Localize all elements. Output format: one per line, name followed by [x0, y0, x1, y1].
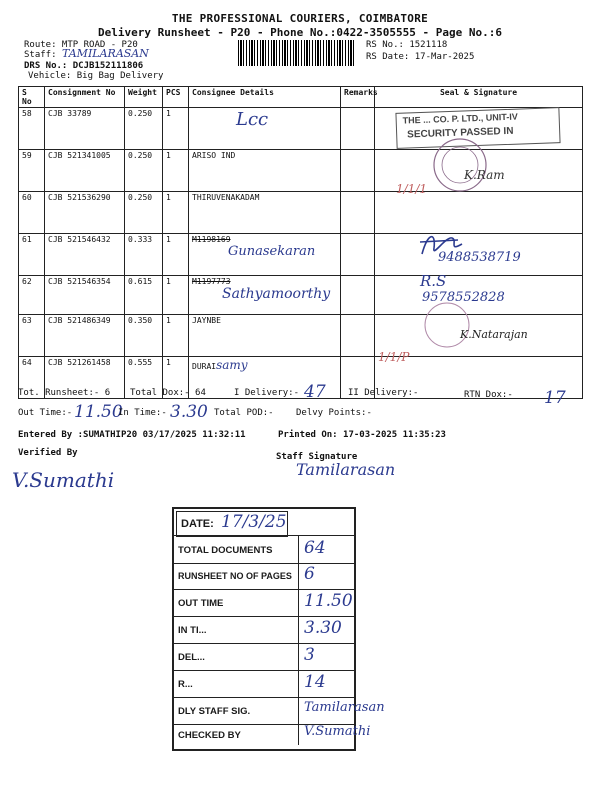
- cell-pcs: 1: [163, 150, 189, 192]
- i-delivery-label: I Delivery:-: [234, 388, 300, 398]
- ii-delivery-label: II Delivery:-: [348, 388, 419, 398]
- signature-k: K.Ram: [464, 168, 505, 182]
- stamp-line2: SECURITY PASSED IN: [407, 125, 514, 141]
- stamp-row-label: TOTAL DOCUMENTS: [178, 545, 273, 556]
- cell-seal: [375, 192, 583, 234]
- stamp-row: [174, 643, 354, 671]
- cell-consignment: CJB 521536290: [45, 192, 125, 234]
- cell-remarks: [341, 150, 375, 192]
- total-dox: Total Dox:- 64: [130, 388, 206, 398]
- cell-consignment: CJB 521341005: [45, 150, 125, 192]
- cell-weight: 0.250: [125, 150, 163, 192]
- stamp-row-label: OUT TIME: [178, 598, 224, 609]
- cell-sno: 59: [19, 150, 45, 192]
- out-time-label: Out Time:-: [18, 408, 73, 418]
- rtn-dox-value: 17: [544, 388, 566, 408]
- rtn-dox-label: RTN Dox:-: [464, 390, 513, 400]
- cell-sno: 61: [19, 234, 45, 276]
- stamp-date-value: 17/3/25: [221, 512, 287, 532]
- entered-by: Entered By :SUMATHIP20 03/17/2025 11:32:11: [18, 430, 246, 440]
- company-title: THE PROFESSIONAL COURIERS, COIMBATORE: [171, 12, 429, 25]
- cell-weight: 0.350: [125, 315, 163, 357]
- cell-remarks: [341, 315, 375, 357]
- staff-signature: Tamilarasan: [296, 460, 396, 479]
- tot-runsheet: Tot. Runsheet:- 6: [18, 388, 111, 398]
- staff-handwritten: TAMILARASAN: [62, 47, 149, 60]
- cell-sno: 58: [19, 108, 45, 150]
- col-pcs: PCS: [163, 87, 189, 108]
- struck-code: M1197773: [192, 277, 231, 286]
- consignee-text: DURAI: [192, 362, 217, 371]
- delvy-points: Delvy Points:-: [296, 408, 372, 418]
- verified-by-label: Verified By: [18, 448, 78, 458]
- stamp-row-value: 11.50: [304, 591, 353, 611]
- stamp-row-label: R...: [178, 679, 193, 690]
- cell-consignment: CJB 33789: [45, 108, 125, 150]
- cell-remarks: [341, 276, 375, 315]
- stamp-row: [174, 697, 385, 725]
- handwritten-consignee: Lcc: [236, 109, 269, 130]
- stamp-row: [174, 562, 354, 590]
- cell-sno: 62: [19, 276, 45, 315]
- cell-sno: 63: [19, 315, 45, 357]
- col-weight: Weight: [125, 87, 163, 108]
- cell-weight: 0.333: [125, 234, 163, 276]
- delivery-stamp-box: [172, 507, 385, 751]
- stamp-row-label: CHECKED BY: [178, 730, 241, 741]
- signature-rs: R.S: [420, 272, 447, 290]
- in-time-value: 3.30: [170, 402, 208, 422]
- stamp-row: [174, 535, 354, 564]
- stamp-row-label: DLY STAFF SIG.: [178, 706, 251, 717]
- cell-consignment: CJB 521261458: [45, 357, 125, 399]
- staff-signature-label: Staff Signature: [276, 452, 358, 462]
- seal-note-2: 1/1/P: [378, 350, 410, 364]
- col-consignee: Consignee Details: [189, 87, 341, 108]
- cell-consignee: [189, 234, 341, 276]
- handwritten-consignee: Gunasekaran: [228, 244, 316, 259]
- stamp-date-box: [176, 511, 288, 537]
- stamp-row-value: 3: [304, 645, 315, 665]
- out-time-value: 11.50: [74, 402, 123, 422]
- cell-remarks: [341, 108, 375, 150]
- stamp-row-value: 3.30: [304, 618, 342, 638]
- rs-date: RS Date: 17-Mar-2025: [366, 52, 475, 62]
- col-sno: S No: [19, 87, 45, 108]
- stamp-row: [174, 589, 354, 617]
- rs-number: RS No.: 1521118: [366, 40, 448, 50]
- col-seal: Seal & Signature: [375, 87, 583, 108]
- stamp-row-label: DEL...: [178, 652, 205, 663]
- cell-consignment: CJB 521486349: [45, 315, 125, 357]
- verified-signature: V.Sumathi: [12, 468, 115, 492]
- stamp-row: [174, 616, 354, 644]
- cell-weight: 0.250: [125, 192, 163, 234]
- round-seal-icon: [430, 135, 490, 195]
- runsheet-subtitle: Delivery Runsheet - P20 - Phone No.:0422-3505555 - Page No.:6: [98, 26, 502, 39]
- cell-consignee: THIRUVENAKADAM: [189, 192, 341, 234]
- cell-remarks: [341, 192, 375, 234]
- stamp-row-value: 6: [304, 564, 315, 584]
- handwritten-consignee: Sathyamoorthy: [222, 286, 331, 302]
- cell-pcs: 1: [163, 234, 189, 276]
- phone-2: 9578552828: [422, 290, 505, 305]
- seal-note: 1/1/1: [396, 182, 427, 196]
- cell-remarks: [341, 234, 375, 276]
- stamp-date-label: DATE:: [181, 518, 214, 530]
- cell-consignee: JAYNBE: [189, 315, 341, 357]
- stamp-row: [174, 724, 371, 745]
- drs-number: DRS No.: DCJB152111806: [24, 61, 144, 71]
- phone-1: 9488538719: [438, 250, 521, 265]
- signature-k2: K.Natarajan: [460, 328, 528, 341]
- cell-consignment: CJB 521546432: [45, 234, 125, 276]
- table-header-row: [19, 87, 583, 108]
- table-row: [19, 192, 583, 234]
- stamp-line1: THE ... CO. P. LTD., UNIT-IV: [402, 111, 518, 126]
- cell-weight: 0.615: [125, 276, 163, 315]
- stamp-row-value: V.Sumathi: [304, 724, 371, 739]
- cell-weight: 0.250: [125, 108, 163, 150]
- staff-label: Staff:: [24, 50, 57, 60]
- stamp-row-value: 14: [304, 672, 326, 692]
- cell-pcs: 1: [163, 276, 189, 315]
- stamp-row-label: IN TI...: [178, 625, 207, 636]
- col-remarks: Remarks: [341, 87, 375, 108]
- vehicle-text: Vehicle: Big Bag Delivery: [28, 71, 164, 81]
- printed-on: Printed On: 17-03-2025 11:35:23: [278, 430, 446, 440]
- cell-consignment: CJB 521546354: [45, 276, 125, 315]
- i-delivery-value: 47: [304, 382, 326, 402]
- cell-weight: 0.555: [125, 357, 163, 399]
- col-consignment: Consignment No: [45, 87, 125, 108]
- cell-consignee: [189, 276, 341, 315]
- cell-sno: 64: [19, 357, 45, 399]
- struck-code: M1198169: [192, 235, 231, 244]
- cell-pcs: 1: [163, 108, 189, 150]
- stamp-row-label: RUNSHEET NO OF PAGES: [178, 571, 292, 581]
- total-pod: Total POD:-: [214, 408, 274, 418]
- cell-sno: 60: [19, 192, 45, 234]
- cell-pcs: 1: [163, 357, 189, 399]
- in-time-label: In Time:-: [118, 408, 167, 418]
- round-seal-icon: [422, 300, 472, 350]
- stamp-row: [174, 670, 354, 698]
- cell-pcs: 1: [163, 192, 189, 234]
- stamp-row-value: Tamilarasan: [304, 700, 385, 715]
- barcode: [238, 40, 356, 66]
- cell-consignee: [189, 108, 341, 150]
- cell-consignee: ARISO IND: [189, 150, 341, 192]
- cell-pcs: 1: [163, 315, 189, 357]
- route-text: Route: MTP ROAD - P20: [24, 40, 138, 50]
- stamp-row-value: 64: [304, 538, 326, 558]
- handwritten-consignee: samy: [216, 358, 248, 372]
